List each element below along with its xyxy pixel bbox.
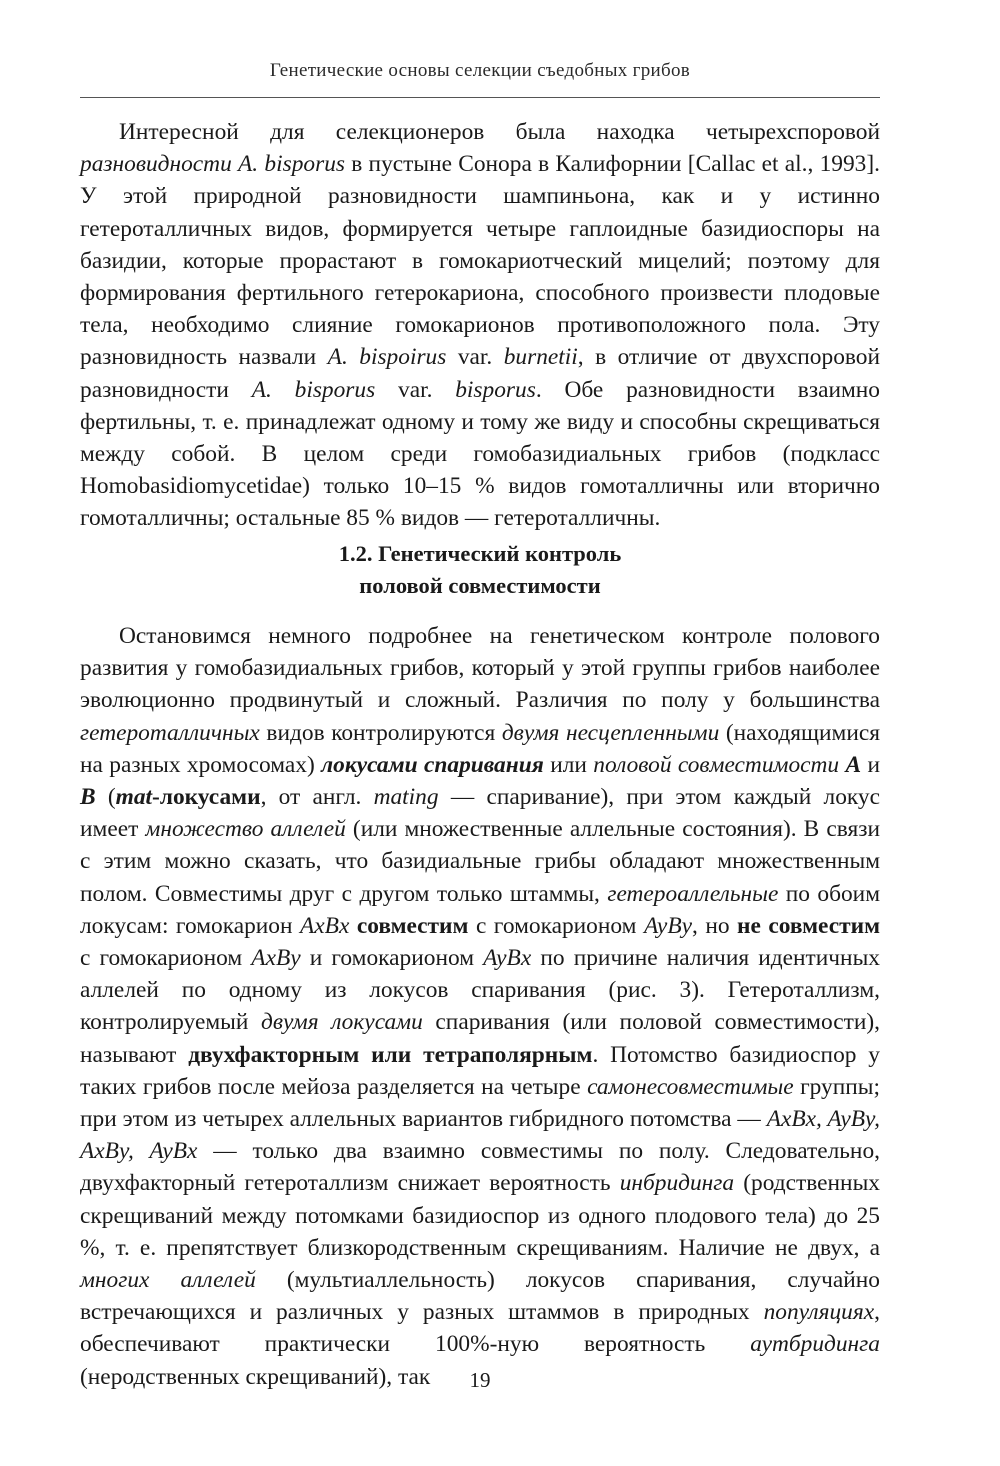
text-run: . Обе разновидности взаимно фертильны, т. е. принадлежат одному и тому же виду и способны скрещиваться между собой. В целом среди гомобазидиальных грибов (подкласс Homobasidiomycetidae) только 10–15 % видов гомоталличны или вторично гомоталличны; остальные 85 % видов — гетероталличны. — [80, 376, 880, 532]
bold-run: не совместим — [737, 912, 881, 939]
text-run: , от англ. — [260, 784, 374, 811]
text-run: по причине наличия идентичных аллелей по одному из локусов спаривания (рис. 3). Гетероталлизм, контролируемый — [80, 945, 880, 1036]
italic-run: AyBx — [483, 945, 532, 972]
italic-run: самонесовместимые — [587, 1073, 794, 1100]
running-head: Генетические основы селекции съедобных грибов — [269, 60, 691, 81]
italic-run: A. bisporus — [251, 376, 376, 403]
italic-run: mating — [373, 784, 439, 811]
text-run: Интересной для селекционеров была находка четырехспоровой — [119, 119, 880, 145]
paragraph-2 — [80, 620, 880, 1393]
section-heading-line-2: половой совместимости — [359, 573, 601, 598]
italic-run: burnetii — [503, 344, 578, 371]
text-run: видов контролируются — [259, 719, 502, 746]
bold-italic-run — [116, 784, 152, 810]
text-run: , но — [692, 912, 738, 939]
bold-run: совместим — [356, 912, 469, 939]
text-run: (находящимися на разных хромосомах) — [80, 719, 881, 778]
text-run: (неродственных скрещиваний), так — [80, 1363, 431, 1390]
text-run: . Потомство базидиоспор у таких грибов после мейоза разделяется на четыре — [80, 1041, 881, 1100]
bold-italic-text: A — [845, 751, 862, 778]
bold-italic-text: локусами спаривания — [321, 751, 544, 778]
italic-run: половой совместимости — [593, 751, 840, 778]
italic-run: популяциях — [763, 1299, 875, 1326]
italic-run: гетероаллельные — [607, 880, 779, 907]
italic-run: разновидности A. bisporus — [80, 151, 345, 178]
bold-italic-text: B — [80, 784, 96, 811]
italic-run: AxBx — [300, 912, 350, 939]
text-run: и — [861, 751, 881, 778]
bold-italic-run — [80, 784, 96, 810]
section-heading — [80, 538, 880, 602]
text-run: и гомокарионом — [300, 945, 484, 972]
italic-run: AxBx, AyBy, AxBy, AyBx — [80, 1106, 880, 1165]
text-run: — только два взаимно совместимы по полу. Следовательно, двухфакторный гетероталлизм снижает вероятность — [80, 1138, 880, 1197]
bold-italic-run — [846, 752, 862, 778]
text-run: Остановимся немного подробнее на генетическом контроле полового развития у гомобазидиальных грибов, который у этой группы грибов наиболее эволюционно продвинутый и сложный. Различия по полу у большинства — [80, 623, 880, 714]
italic-run: многих аллелей — [80, 1267, 256, 1294]
page-number: 19 — [469, 1368, 491, 1392]
text-run — [349, 913, 357, 939]
text-run: — спаривание), при этом каждый локус имеет — [80, 784, 881, 843]
text-run: в пустыне Сонора в Калифорнии [Callac et al., 1993]. У этой природной разновидности шампиньона, как и у истинно гетероталличных видов, формируется четыре гаплоидные базидиоспоры на базидии, которые прорастают в гомокариотческий мицелий; поэтому для формирования фертильного гетерокариона, способного произвести плодовые тела, необходимо слияние гомокарионов противоположного пола. Эту разновидность назвали — [80, 151, 880, 371]
italic-run: двумя локусами — [260, 1009, 423, 1036]
bold-italic-text: mat — [115, 784, 153, 811]
italic-run: гетероталличных — [80, 719, 260, 746]
text-run: с гомокарионом — [468, 912, 644, 939]
bold-run: двухфакторным или тетраполярным — [188, 1041, 593, 1068]
header-rule — [80, 97, 880, 98]
italic-run: AxBy — [251, 945, 301, 972]
paragraph-1 — [80, 116, 880, 535]
text-run: (мультиаллельность) локусов спаривания, случайно встречающихся и различных у разных штаммов в природных — [80, 1267, 880, 1326]
text-run: с гомокарионом — [80, 945, 252, 972]
bold-run: -локусами — [152, 784, 261, 811]
text-run: , обеспечивают практически 100%-ную вероятность — [80, 1299, 880, 1358]
italic-run: множество аллелей — [145, 816, 346, 843]
italic-run: AyBy — [643, 912, 692, 939]
section-heading-line-1: 1.2. Генетический контроль — [338, 541, 622, 566]
text-run: (или множественные аллельные состояния). В связи с этим можно сказать, что базидиальные грибы обладают множественным полом. Совместимы друг с другом только штаммы, — [80, 816, 880, 907]
text-run: var. — [446, 344, 504, 371]
bold-italic-run — [321, 752, 544, 778]
italic-run: двумя несцепленными — [501, 719, 720, 746]
text-run: (родственных скрещиваний между потомками базидиоспор из одного плодового тела) до 25 %, т. е. препятствует близкородственным скрещиваниям. Наличие не двух, а — [80, 1170, 880, 1261]
text-run: , в отличие от двухспоровой разновидности — [80, 344, 880, 403]
paragraph-2-text — [80, 620, 880, 1393]
paragraph-1-text — [80, 116, 880, 535]
italic-run: инбридинга — [619, 1170, 735, 1197]
text-run: по обоим локусам: гомокарион — [80, 880, 880, 939]
text-run: ( — [95, 784, 116, 811]
text-run: группы; при этом из четырех аллельных вариантов гибридного потомства — — [80, 1073, 880, 1133]
italic-run: A. bispoirus — [327, 344, 447, 371]
text-run: var. — [375, 376, 456, 403]
italic-run: аутбридинга — [750, 1331, 880, 1358]
text-run: спаривания (или половой совместимости), называют — [80, 1009, 880, 1068]
text-run: или — [543, 751, 594, 778]
italic-run: bisporus — [455, 376, 536, 403]
